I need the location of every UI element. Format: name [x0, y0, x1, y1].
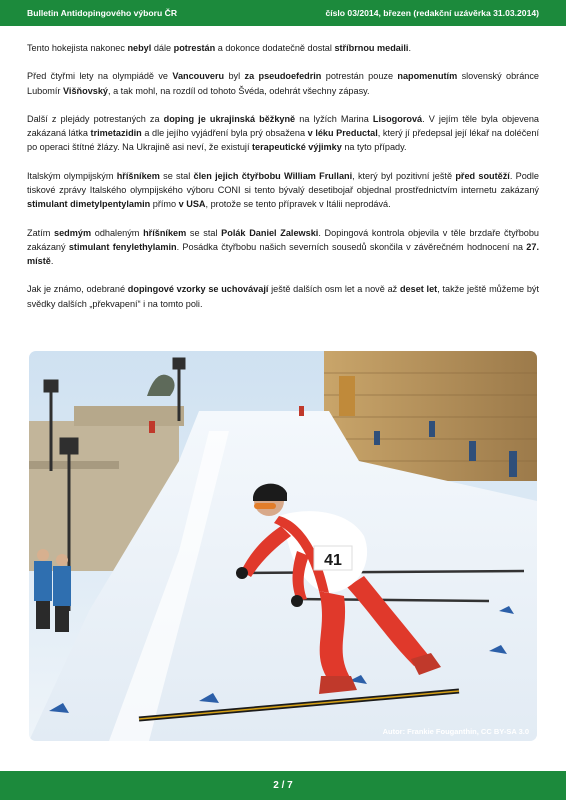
article-photo: [29, 351, 537, 741]
bold-text: napomenutím: [397, 71, 458, 82]
bold-text: za pseudoefedrin: [244, 71, 322, 82]
text-run: , a tak mohl, na rozdíl od tohoto Švéda, odehrát všechny zápasy.: [108, 85, 370, 96]
bold-text: Višňovský: [63, 85, 108, 96]
bold-text: sedmým: [54, 227, 92, 238]
text-run: . Posádka čtyřbobu našich severních sousedů skončila v závěrečném hodnocení na: [176, 241, 527, 252]
bold-text: terapeutické výjimky: [252, 142, 342, 153]
bold-text: stříbrnou medaili: [334, 43, 409, 53]
text-run: Jak je známo, odebrané: [27, 284, 128, 295]
text-run: , takže ještě můžeme být svědky dalších „překvapení“ i na tomto poli.: [27, 284, 539, 309]
text-run: slovenský obránce Lubomír: [27, 71, 539, 96]
text-run: , který byl pozitivní ještě: [352, 170, 456, 181]
paragraph: [27, 282, 539, 310]
bold-text: před soutěží: [455, 170, 510, 181]
text-run: Tento hokejista nakonec: [27, 43, 128, 53]
bold-text: Polák Daniel Zalewski: [221, 227, 319, 238]
paragraph: [27, 41, 539, 55]
photo-credit: Autor: Frankie Fouganthin, CC BY-SA 3.0: [382, 727, 529, 736]
bold-text: dopingové vzorky se uchovávají: [127, 284, 269, 295]
bulletin-header: [0, 0, 566, 26]
bold-text: deset let: [399, 284, 438, 295]
bold-text: Lisogorová: [372, 113, 423, 124]
bold-text: stimulant fenylethylamin: [68, 241, 177, 252]
bold-text: člen jejich čtyřbobu William Frullani: [193, 170, 353, 181]
text-run: . Dopingová kontrola objevila v těle brzdaře čtyřbobu zakázaný: [27, 227, 540, 252]
page-footer: [0, 771, 566, 800]
text-run: potrestán pouze: [321, 71, 398, 82]
cross-country-skier-image: [29, 351, 537, 741]
bold-text: nebyl: [127, 43, 152, 53]
text-run: . Podle tiskové zprávy Italského olympijského výboru CONI si tento bývalý desetibojař objednal prostřednictvím internetu zakázaný: [27, 170, 539, 195]
issue-info: číslo 03/2014, březen (redakční uzávěrka 31.03.2014): [325, 8, 539, 18]
paragraph: [27, 112, 539, 155]
text-run: odhaleným: [91, 227, 144, 238]
bold-text: Vancouveru: [172, 71, 225, 82]
bold-text: 27. místě: [27, 241, 539, 266]
text-run: .: [408, 43, 412, 53]
text-run: Další z plejády potrestaných za: [27, 113, 164, 124]
bold-text: hříšníkem: [143, 227, 187, 238]
text-run: , protože se tento přípravek v Itálii neprodává.: [205, 199, 391, 210]
text-run: .: [50, 255, 54, 266]
paragraph: [27, 226, 539, 269]
bold-text: stimulant dimetylpentylamin: [27, 199, 151, 210]
text-run: se stal: [159, 170, 194, 181]
text-run: dále: [151, 43, 174, 53]
text-run: na lyžích Marina: [295, 113, 373, 124]
article-body: [27, 41, 539, 325]
text-run: , který jí předepsal její lékař na doléčení po operaci štítné žlázy. Na Ukrajině asi neví, že existují: [27, 128, 539, 153]
text-run: byl: [224, 71, 245, 82]
text-run: . V jejím těle byla objevena zakázaná látka: [27, 113, 539, 139]
bulletin-title: Bulletin Antidopingového výboru ČR: [27, 8, 178, 18]
bold-text: v USA: [178, 199, 206, 210]
text-run: přímo: [150, 199, 179, 210]
bold-text: v léku Preductal: [307, 128, 378, 139]
page-number: 2 / 7: [273, 780, 293, 791]
text-run: Zatím: [27, 227, 55, 238]
text-run: a dle jejího vyjádření byla prý obsažena: [141, 128, 308, 139]
text-run: ještě dalších osm let a nově až: [268, 284, 400, 295]
text-run: Před čtyřmi lety na olympiádě ve: [27, 71, 173, 82]
paragraph: [27, 169, 539, 212]
paragraph: [27, 69, 539, 97]
text-run: Italským olympijským: [27, 170, 117, 181]
bib-number: 41: [324, 552, 342, 569]
bold-text: hříšníkem: [116, 170, 160, 181]
bold-text: potrestán: [173, 43, 216, 53]
text-run: se stal: [186, 227, 222, 238]
bold-text: trimetazidin: [90, 128, 142, 139]
text-run: a dokonce dodatečně dostal: [215, 43, 335, 53]
text-run: na tyto případy.: [341, 142, 407, 153]
bold-text: doping je ukrajinská běžkyně: [163, 113, 296, 124]
